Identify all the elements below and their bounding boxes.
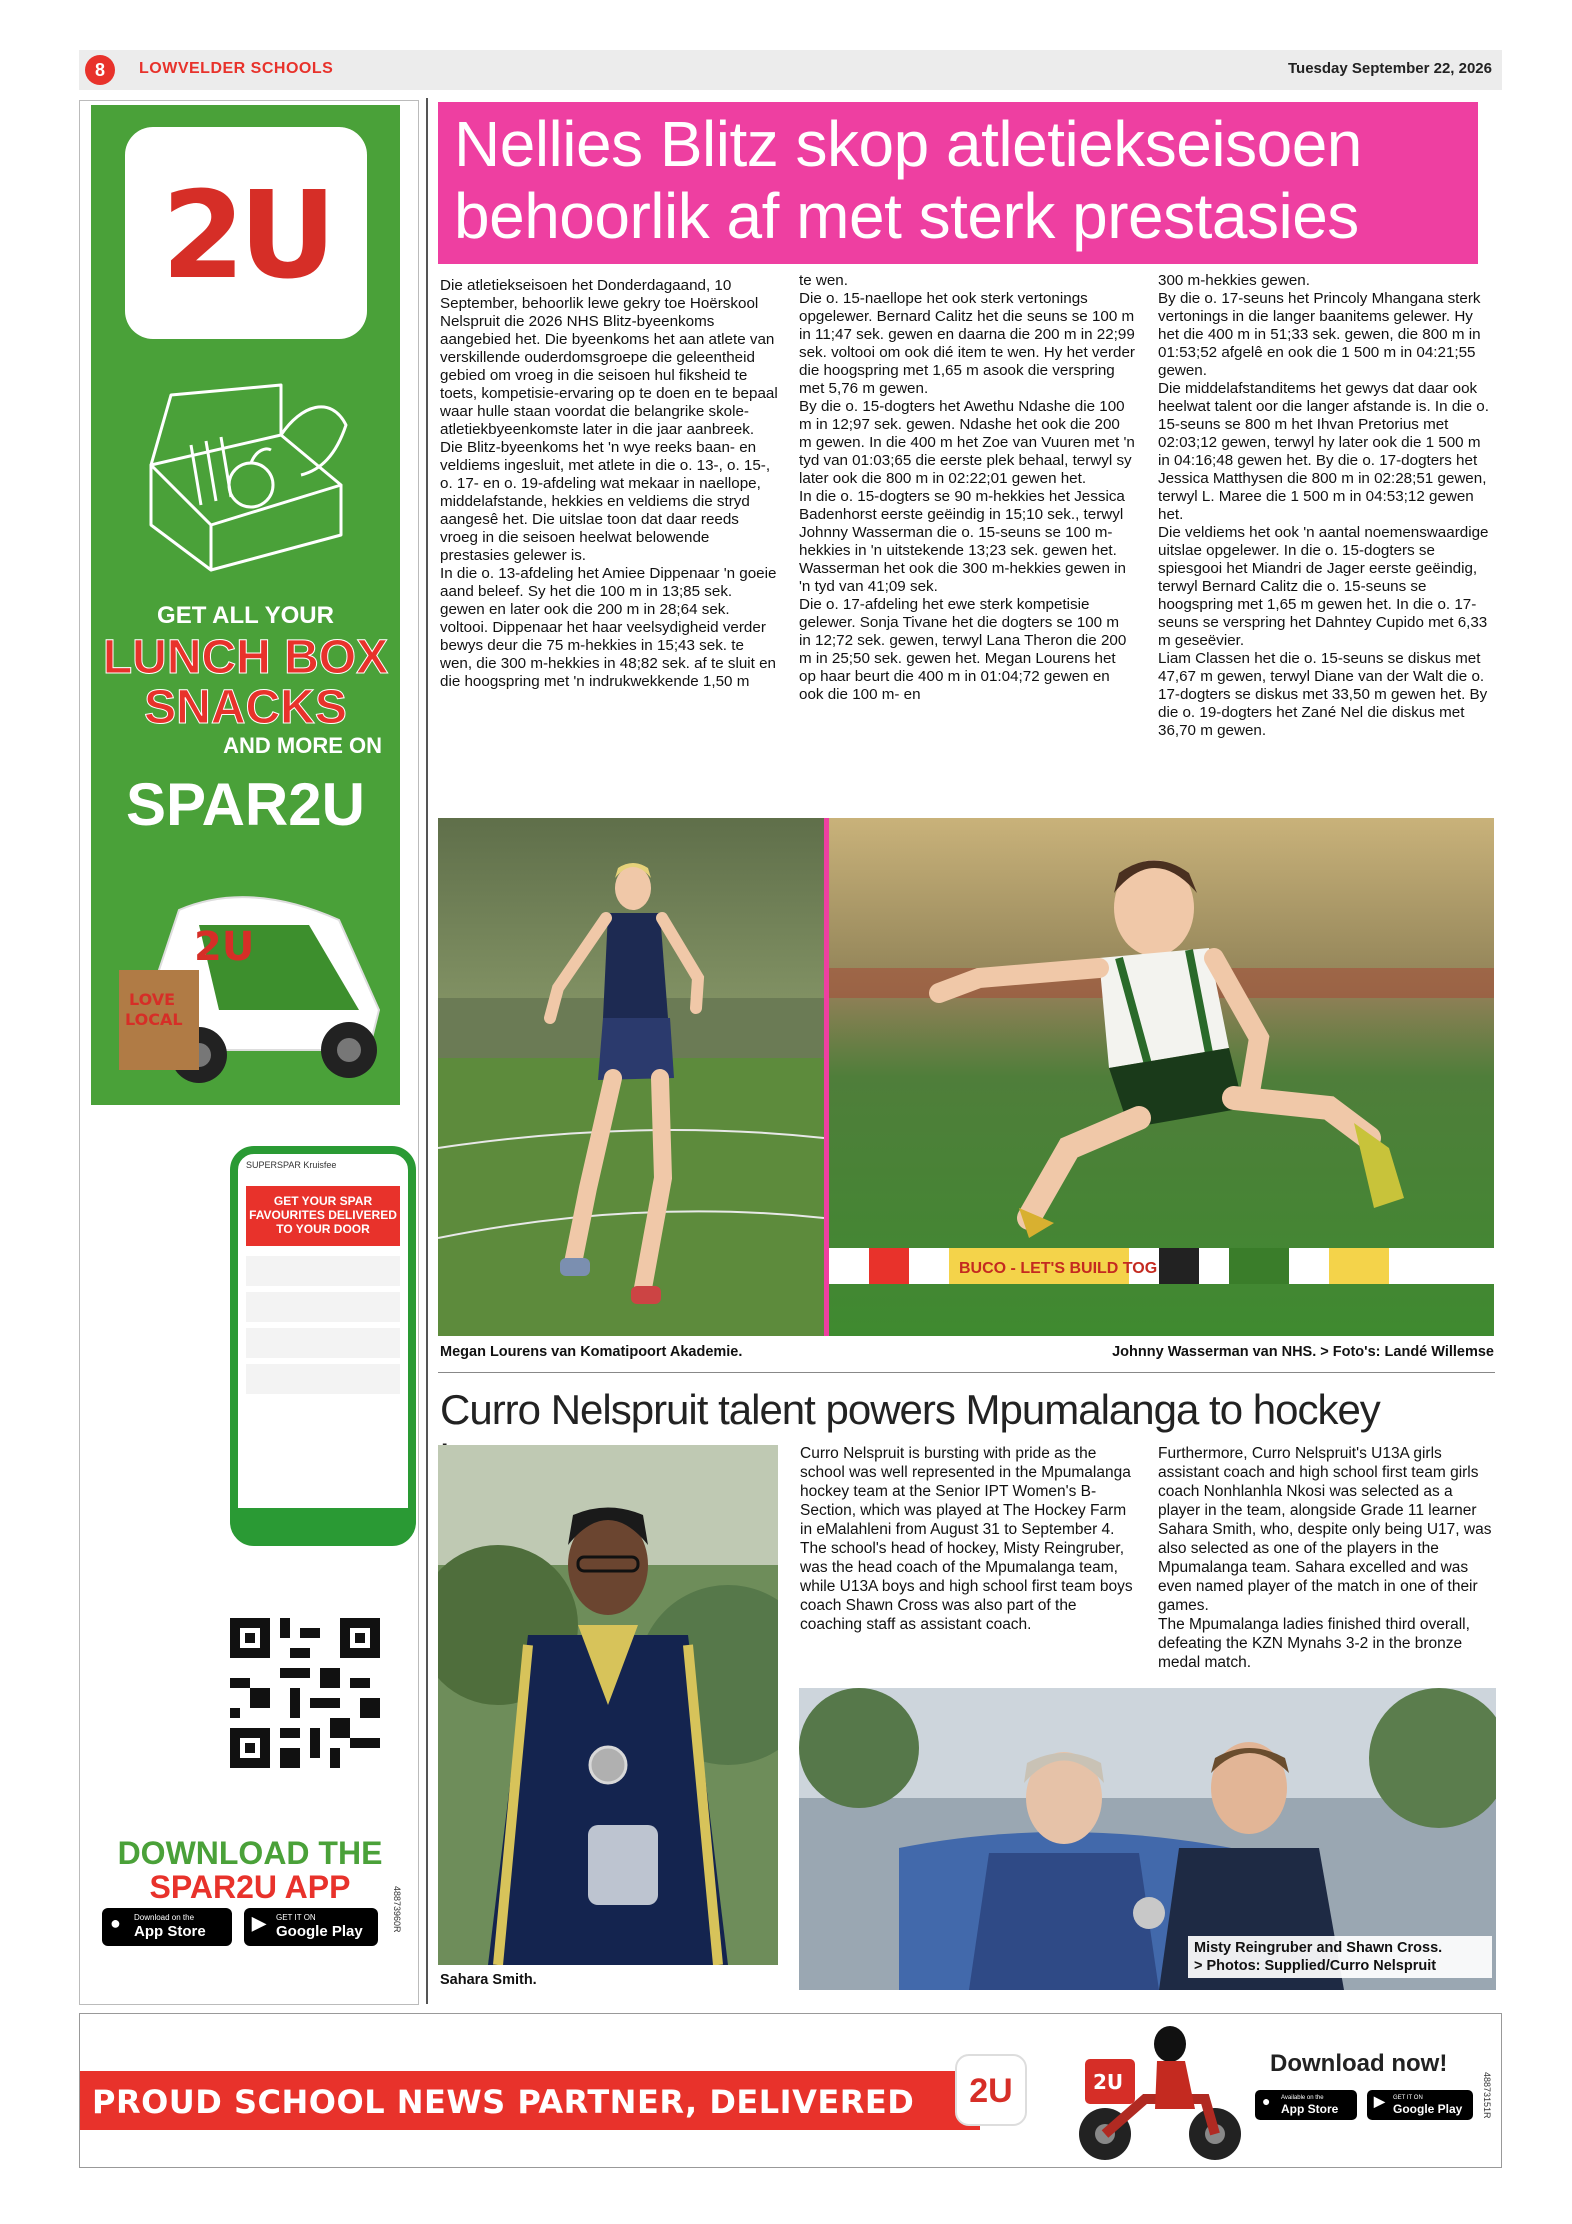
download-now-text: Download now! bbox=[1270, 2050, 1448, 2077]
article-2-headline: Curro Nelspruit talent powers Mpumalanga to hockey bbox=[440, 1386, 1380, 1433]
google-play-button[interactable] bbox=[244, 1908, 378, 1946]
paragraph: Die Blitz-byeenkoms het 'n wye reeks baan- en veldiems ingesluit, met atlete in die o. 13-, o. 15-, o. 17- en o. 19-afdeling wat mekaar in naellope, middelafstande, hekkies en veldiems die stryd aangesê het. Die uitslae toon dat daar reeds vroeg in die seisoen heelwat belowende prestasies gelewer is. bbox=[440, 439, 771, 564]
paragraph: The Mpumalanga ladies finished third overall, defeating the KZN Mynahs 3-2 in the bronze medal match. bbox=[1158, 1616, 1470, 1671]
headline-line-2: behoorlik af met sterk prestasies bbox=[454, 180, 1359, 252]
phone-row bbox=[246, 1364, 400, 1394]
logo-text: 2U bbox=[161, 167, 331, 306]
headline-line-1: Nellies Blitz skop atletiekseisoen bbox=[454, 108, 1362, 180]
paragraph: Die middelafstanditems het gewys dat daar ook heelwat talent oor die langer afstande is. In die o. 15-seuns se 800 m het Ihvan Pretorius met 02:03;12 gewen, terwyl hy later ook die 1 500 m in 04:16;48 gewen het. By die o. 17-dogters het Jessica Matthysen die 800 m in 02:28;51 gewen, terwyl L. Maree die 1 500 m in 04:53;12 gewen het. bbox=[1158, 380, 1489, 523]
phone-app-preview bbox=[230, 1146, 416, 1546]
download-app-text bbox=[80, 1836, 420, 1904]
page-number: 8 bbox=[85, 55, 115, 85]
download-line-2: SPAR2U APP bbox=[149, 1869, 351, 1905]
apple-icon: ● bbox=[1262, 2093, 1271, 2109]
ad-line-more: AND MORE ON bbox=[223, 733, 382, 758]
play-icon: ▶ bbox=[1374, 2093, 1385, 2109]
paragraph: Die atletiekseisoen het Donderdagaand, 10 September, behoorlik lewe gekry toe Hoërskool Nelspruit die 2026 NHS Blitz-byeenkoms aangebied het. Die byeenkoms het aan atlete van verskillende ouderdomsgroepe die geleentheid gebied om vroeg in die seisoen hul fiksheid te toets, kompetisie-ervaring op te doen en te bepaal waar hulle staan voordat die belangrike skole-atletiekbyeenkomste later in die jaar aanbreek. bbox=[440, 277, 778, 438]
app-store-small: Download on the bbox=[134, 1913, 195, 1922]
article-column-3 bbox=[1158, 272, 1496, 740]
advert-code: 48873151R bbox=[1482, 2072, 1492, 2119]
caption-johnny: Johnny Wasserman van NHS. > Foto's: Landé Willemse bbox=[1112, 1344, 1494, 1360]
paragraph: In die o. 13-afdeling het Amiee Dippenaar 'n goeie aand beleef. Sy het die 100 m in 13;85 sek. gewen en later ook die 200 m in 28;64 sek. voltooi. Dippenaar het haar veelsydigheid verder bewys deur die 75 m-hekkies in 15;43 sek. te wen, die 300 m-hekkies in 48;82 sek. af te sluit en die hoogspring met 'n indrukwekkende 1,50 m bbox=[440, 565, 777, 690]
google-play-small: GET IT ON bbox=[276, 1913, 316, 1922]
google-play-label: Google Play bbox=[276, 1923, 363, 1940]
hurdle-banner-text: BUCO - LET'S BUILD TOG bbox=[959, 1260, 1158, 1277]
download-line-1: DOWNLOAD THE bbox=[117, 1835, 383, 1871]
qr-code-icon[interactable] bbox=[230, 1618, 380, 1768]
phone-banner: GET YOUR SPAR FAVOURITES DELIVERED TO YOUR DOOR bbox=[246, 1186, 400, 1246]
ad-line-spar2u: SPAR2U bbox=[126, 771, 365, 838]
app-store-button[interactable] bbox=[102, 1908, 232, 1946]
paragraph: 300 m-hekkies gewen. bbox=[1158, 272, 1310, 289]
app-store-small: Available on the bbox=[1281, 2095, 1324, 2101]
spar2u-advert[interactable] bbox=[79, 100, 419, 2005]
paragraph: Liam Classen het die o. 15-seuns se diskus met 47,67 m gewen, terwyl Diane van der Walt die o. 17-dogters se diskus met 33,50 m gewen het. By die o. 19-dogters het Zané Nel die diskus met 36,70 m gewen. bbox=[1158, 650, 1488, 739]
section-rule bbox=[438, 1372, 1495, 1373]
spar2u-logo bbox=[125, 127, 367, 339]
phone-row bbox=[246, 1328, 400, 1358]
issue-date: Tuesday September 22, 2026 bbox=[1288, 60, 1492, 77]
article-headline bbox=[438, 102, 1478, 264]
phone-store-name: SUPERSPAR Kruisfee bbox=[246, 1160, 337, 1170]
article-2-column-1 bbox=[800, 1444, 1136, 1634]
paragraph: Die o. 15-naellope het ook sterk vertonings opgelewer. Bernard Calitz het die seuns se 100 m in 11;47 sek. gewen en daarna die 200 m in 22;99 sek. voltooi om ook dié item te wen. Hy het verder die hoogspring met 1,65 m asook die verspring met 5,76 m gewen. bbox=[799, 290, 1135, 397]
advert-green-panel bbox=[91, 105, 400, 1105]
phone-row bbox=[246, 1292, 400, 1322]
paragraph: Die o. 17-afdeling het ewe sterk kompetisie gelewer. Sonja Tivane het die dogters se 100 m in 12;72 sek. gewen, terwyl Lana Theron die 200 m in 25;50 sek. gewen het. Megan Lourens het op haar beurt die 400 m in 01:04;72 gewen en ook die 100 m- en bbox=[799, 596, 1127, 703]
photo-sahara-smith bbox=[438, 1445, 778, 1965]
paragraph: The school's head of hockey, Misty Reingruber, was the head coach of the Mpumalanga team, while U13A boys and high school first team boys coach Shawn Cross was also part of the coaching staff as assistant coach. bbox=[800, 1540, 1133, 1633]
article-column-1 bbox=[440, 277, 778, 691]
app-store-button[interactable] bbox=[1255, 2090, 1357, 2120]
ad-line-lunch: LUNCH BOX SNACKS bbox=[102, 631, 389, 734]
apple-icon: ● bbox=[110, 1913, 121, 1933]
advert-code: 48873960R bbox=[392, 1886, 402, 1933]
caption-coaches bbox=[1188, 1936, 1492, 1978]
caption-sahara: Sahara Smith. bbox=[440, 1972, 537, 1988]
paragraph: By die o. 17-seuns het Princoly Mhangana sterk vertonings in die langer baanitems gelewer. Hy het die 400 m in 51;33 sek. gewen, die 800 m in 01:53;52 afgelê en ook die 1 500 m in 04:21;55 gewen. bbox=[1158, 290, 1481, 379]
article-column-2 bbox=[799, 272, 1135, 704]
google-play-small: GET IT ON bbox=[1393, 2095, 1423, 2101]
paragraph: Furthermore, Curro Nelspruit's U13A girls assistant coach and high school first team girls coach Nonhlanhla Nkosi was selected as a player in the team, alongside Grade 11 learner Sahara Smith, who, despite only being U17, was also selected as one of the players in the Mpumalanga team. Sahara excelled and was even named player of the match in one of their games. bbox=[1158, 1445, 1492, 1614]
app-store-label: App Store bbox=[1281, 2102, 1339, 2116]
section-title: LOWVELDER SCHOOLS bbox=[139, 60, 334, 77]
advert-red-band bbox=[80, 2071, 980, 2130]
svg-text:2U: 2U bbox=[1093, 2070, 1124, 2094]
google-play-label: Google Play bbox=[1393, 2102, 1463, 2116]
advert-tagline: PROUD SCHOOL NEWS PARTNER, DELIVERED bbox=[92, 2083, 915, 2121]
column-divider bbox=[426, 98, 428, 2004]
lunchbox-icon bbox=[131, 375, 361, 575]
spar2u-logo-small: 2U bbox=[955, 2054, 1027, 2126]
caption-coaches-credit: > Photos: Supplied/Curro Nelspruit bbox=[1194, 1958, 1437, 1974]
photo-megan-lourens bbox=[438, 818, 824, 1336]
article-2-column-2 bbox=[1158, 1444, 1498, 1672]
ad-line-get: GET ALL YOUR bbox=[157, 602, 334, 629]
play-icon: ▶ bbox=[252, 1913, 266, 1933]
page-header bbox=[79, 50, 1502, 90]
svg-text:LOVE: LOVE bbox=[129, 990, 176, 1009]
paragraph: Die veldiems het ook 'n aantal noemenswaardige uitslae opgelewer. In die o. 15-dogters se spiesgooi het Miandri de Jager eerste geëindig, terwyl Bernard Calitz die o. 15-seuns se hoogspring met 1,65 m gewen het. In die o. 17-seuns se verspring het Dahntey Cupido met 6,33 m geseëvier. bbox=[1158, 524, 1489, 649]
paragraph: Curro Nelspruit is bursting with pride as the school was well represented in the Mpumalanga hockey team at the Senior IPT Women's B-Section, which was played at The Hockey Farm in eMalahleni from August 31 to September 4. bbox=[800, 1445, 1131, 1538]
delivery-vehicle-icon bbox=[109, 880, 399, 1090]
phone-nav-bar bbox=[238, 1508, 408, 1538]
paragraph: By die o. 15-dogters het Awethu Ndashe die 100 m in 12;97 sek. gewen. Ndashe het ook die 200 m gewen. In die 400 m het Zoe van Vuuren met 'n tyd van 01:03;65 die eerste plek behaal, terwyl sy later ook die 800 m in 02:22;01 gewen het. bbox=[799, 398, 1135, 487]
caption-megan: Megan Lourens van Komatipoort Akademie. bbox=[440, 1344, 743, 1360]
app-store-label: App Store bbox=[134, 1923, 206, 1940]
google-play-button[interactable] bbox=[1367, 2090, 1473, 2120]
photo-johnny-wasserman bbox=[829, 818, 1494, 1336]
delivery-motorbike-icon bbox=[1065, 2019, 1255, 2164]
svg-text:2U: 2U bbox=[194, 924, 255, 970]
paragraph: In die o. 15-dogters se 90 m-hekkies het Jessica Badenhorst eerste geëindig in 15;10 sek., terwyl Johnny Wasserman die o. 15-seuns se 100 m-hekkies in 'n uitstekende 13;23 sek. gewen het. Wasserman het ook die 300 m-hekkies gewen in 'n tyd van 41;09 sek. bbox=[799, 488, 1126, 595]
phone-row bbox=[246, 1256, 400, 1286]
svg-text:LOCAL: LOCAL bbox=[125, 1010, 183, 1029]
paragraph: te wen. bbox=[799, 272, 848, 289]
spar2u-bottom-advert[interactable] bbox=[79, 2013, 1502, 2168]
caption-coaches-line-1: Misty Reingruber and Shawn Cross. bbox=[1194, 1940, 1443, 1956]
